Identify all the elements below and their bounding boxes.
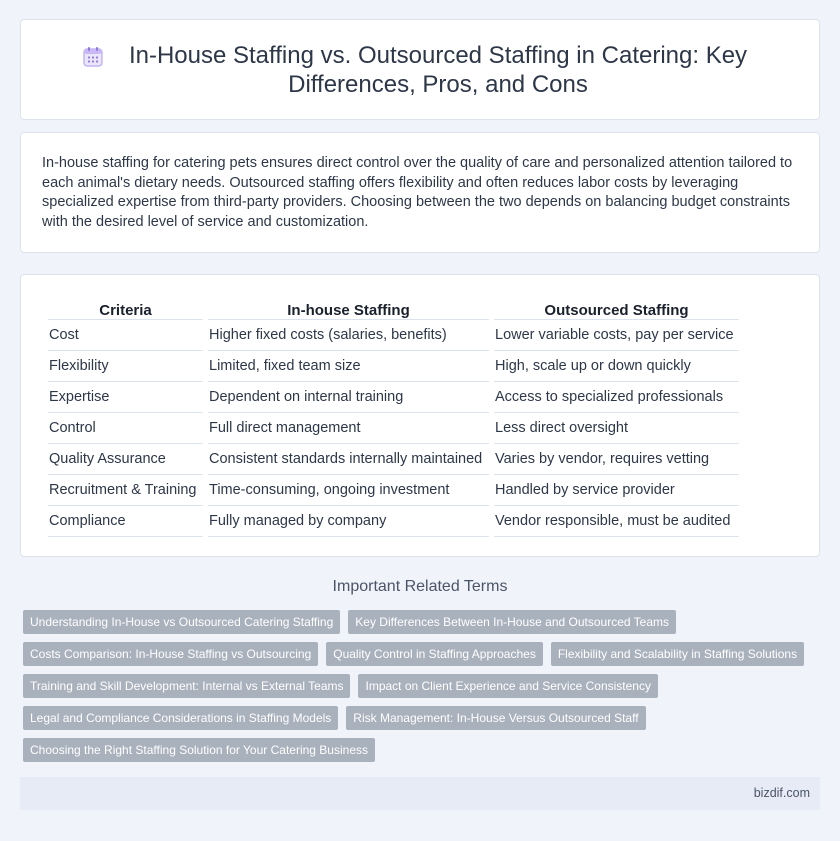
- table-cell: Less direct oversight: [494, 413, 739, 444]
- related-term-tag[interactable]: Choosing the Right Staffing Solution for Your Catering Business: [23, 738, 375, 762]
- table-header-row: [48, 295, 739, 320]
- comparison-card: [20, 274, 820, 557]
- intro-card: [20, 132, 820, 253]
- table-row: [48, 413, 739, 444]
- comparison-table: [43, 295, 744, 537]
- table-cell: Recruitment & Training: [48, 475, 203, 506]
- related-term-tag[interactable]: Key Differences Between In-House and Outsourced Teams: [348, 610, 676, 634]
- table-cell: High, scale up or down quickly: [494, 351, 739, 382]
- related-terms-list: [23, 610, 823, 770]
- related-term-tag[interactable]: Impact on Client Experience and Service Consistency: [358, 674, 657, 698]
- related-term-tag[interactable]: Costs Comparison: In-House Staffing vs Outsourcing: [23, 642, 318, 666]
- related-terms-title: Important Related Terms: [332, 578, 508, 595]
- column-header-outsourced: Outsourced Staffing: [494, 295, 739, 320]
- column-header-criteria: Criteria: [48, 295, 203, 320]
- related-term-tag[interactable]: Quality Control in Staffing Approaches: [326, 642, 543, 666]
- table-cell: Access to specialized professionals: [494, 382, 739, 413]
- table-cell: Higher fixed costs (salaries, benefits): [208, 320, 489, 351]
- tag-row: [23, 706, 823, 730]
- table-cell: Compliance: [48, 506, 203, 537]
- table-cell: Fully managed by company: [208, 506, 489, 537]
- table-row: [48, 444, 739, 475]
- table-row: [48, 475, 739, 506]
- related-term-tag[interactable]: Flexibility and Scalability in Staffing Solutions: [551, 642, 804, 666]
- related-term-tag[interactable]: Legal and Compliance Considerations in Staffing Models: [23, 706, 338, 730]
- table-row: [48, 382, 739, 413]
- tag-row: [23, 610, 823, 634]
- table-cell: Full direct management: [208, 413, 489, 444]
- tag-row: [23, 674, 823, 698]
- related-term-tag[interactable]: Risk Management: In-House Versus Outsourced Staff: [346, 706, 645, 730]
- tag-row: [23, 642, 823, 666]
- table-cell: Cost: [48, 320, 203, 351]
- table-cell: Varies by vendor, requires vetting: [494, 444, 739, 475]
- related-term-tag[interactable]: Understanding In-House vs Outsourced Catering Staffing: [23, 610, 340, 634]
- related-term-tag[interactable]: Training and Skill Development: Internal vs External Teams: [23, 674, 350, 698]
- table-row: [48, 320, 739, 351]
- table-cell: Time-consuming, ongoing investment: [208, 475, 489, 506]
- table-cell: Vendor responsible, must be audited: [494, 506, 739, 537]
- footer: [20, 777, 820, 810]
- table-cell: Consistent standards internally maintained: [208, 444, 489, 475]
- table-cell: Control: [48, 413, 203, 444]
- table-row: [48, 506, 739, 537]
- calendar-icon: [82, 46, 104, 68]
- tag-row: [23, 738, 823, 762]
- table-cell: Lower variable costs, pay per service: [494, 320, 739, 351]
- footer-site-link[interactable]: bizdif.com: [753, 786, 810, 800]
- header: [21, 20, 819, 119]
- table-cell: Quality Assurance: [48, 444, 203, 475]
- table-row: [48, 351, 739, 382]
- table-cell: Expertise: [48, 382, 203, 413]
- table-cell: Limited, fixed team size: [208, 351, 489, 382]
- page-title: In-House Staffing vs. Outsourced Staffing in Catering: Key Differences, Pros, and Cons: [128, 41, 748, 98]
- table-cell: Handled by service provider: [494, 475, 739, 506]
- intro-paragraph: In-house staffing for catering pets ensures direct control over the quality of care and personalized attention tailored to each animal's dietary needs. Outsourced staffing offers flexibility and often reduces labor costs by leveraging specialized expertise from third-party providers. Choosing between the two depends on balancing budget constraints with the desired level of service and customization.: [42, 155, 793, 230]
- column-header-in-house: In-house Staffing: [208, 295, 489, 320]
- table-cell: Dependent on internal training: [208, 382, 489, 413]
- table-cell: Flexibility: [48, 351, 203, 382]
- header-card: [20, 19, 820, 120]
